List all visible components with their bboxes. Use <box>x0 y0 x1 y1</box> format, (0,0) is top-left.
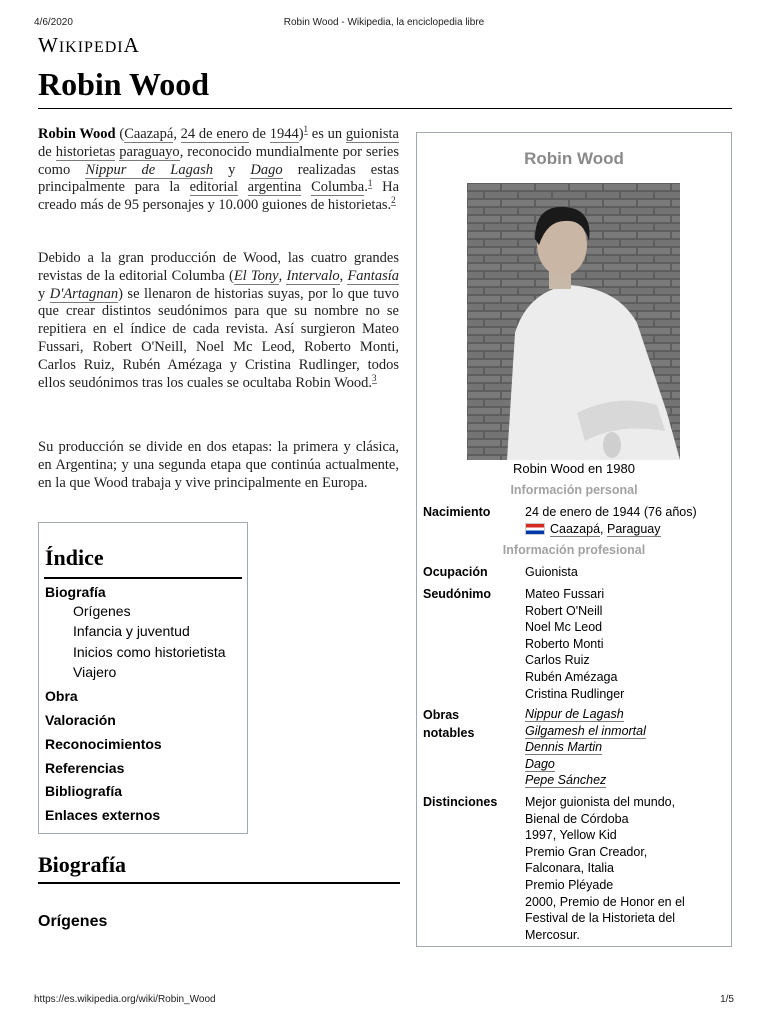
link-columba[interactable]: Columba <box>311 179 365 196</box>
link-paraguayo[interactable]: paraguayo <box>119 143 180 160</box>
link-fantasia[interactable]: Fantasía <box>347 267 400 284</box>
infobox <box>416 132 732 947</box>
link-birth-year[interactable]: 1944 <box>269 126 299 142</box>
toc-item-bibliografia[interactable]: Bibliografía <box>45 783 123 799</box>
infobox-section-profesional: Información profesional <box>502 543 646 557</box>
value-ocupacion: Guionista <box>525 565 578 579</box>
ref-1b[interactable]: 1 <box>367 177 373 188</box>
portrait-photo[interactable] <box>467 183 680 460</box>
link-dago[interactable]: Dago <box>250 161 283 178</box>
portrait-image <box>467 183 680 460</box>
table-of-contents <box>38 522 248 834</box>
value-seudonimos: Mateo Fussari Robert O'Neill Noel Mc Leod Roberto Monti Carlos Ruiz Rubén Amézaga Cristina Rudlinger <box>525 587 625 701</box>
toc-item-reconocimientos[interactable]: Reconocimientos <box>45 736 162 752</box>
link-intervalo[interactable]: Intervalo <box>286 267 340 284</box>
toc-item-valoracion[interactable]: Valoración <box>45 712 116 728</box>
label-obras: Obras notables <box>423 708 475 740</box>
toc-title: Índice <box>45 545 104 570</box>
toc-item-inicios[interactable]: Inicios como historietista <box>73 644 226 660</box>
intro-paragraph: Robin Wood (Caazapá, 24 de enero de 1944)$^1$ es un guionista de historietas paraguayo, reconocido mundialmente por series como Nippur de Lagash y Dago realizadas estas principalmente para la editorial argentina Columba.$^1$ Ha creado más de 95 personajes y 10.000 guiones de historietas.$^2$ <box>38 124 400 214</box>
toc-item-obra[interactable]: Obra <box>45 688 78 704</box>
link-editorial[interactable]: editorial <box>189 179 238 196</box>
link-caazapa-infobox[interactable]: Caazapá <box>550 521 601 536</box>
print-page-number: 1/5 <box>720 994 734 1005</box>
photo-caption: Robin Wood en 1980 <box>513 461 635 476</box>
ref-2[interactable]: 2 <box>391 195 396 206</box>
value-nacimiento: 24 de enero de 1944 (76 años) Caazapá, Paraguay <box>525 505 697 536</box>
ref-3[interactable]: 3 <box>372 372 377 383</box>
toc-item-referencias[interactable]: Referencias <box>45 760 125 776</box>
pseudonyms-paragraph: Debido a la gran producción de Wood, las cuatro grandes revistas de la editorial Columba (El Tony, Intervalo, Fantasía y D'Artagnan) se llenaron de historias suyas, por lo que tuvo que crear distintos seudónimos para que su nombre no se repitiera en el índice de cada revista. Así surgieron Mateo Fussari, Robert O'Neill, Noel Mc Leod, Roberto Monti, Carlos Ruiz, Rubén Amézaga y Cristina Rudlinger, todos ellos seudónimos tras los cuales se ocultaba Robin Wood.$^3$ <box>38 250 400 391</box>
link-nippur[interactable]: Nippur de Lagash <box>85 161 213 178</box>
toc-item-infancia[interactable]: Infancia y juventud <box>73 623 190 639</box>
ref-1[interactable]: 1 <box>303 124 309 135</box>
toc-item-enlaces[interactable]: Enlaces externos <box>45 807 161 823</box>
label-distinciones: Distinciones <box>423 795 498 809</box>
label-ocupacion: Ocupación <box>423 565 488 579</box>
section-divider <box>38 882 400 884</box>
toc-divider <box>44 577 242 579</box>
toc-item-biografia[interactable]: Biografía <box>45 584 106 600</box>
wikipedia-wordmark[interactable]: WIKIPEDIA <box>38 33 140 57</box>
link-argentina[interactable]: argentina <box>247 179 302 196</box>
toc-item-viajero[interactable]: Viajero <box>73 664 117 680</box>
link-obra-dago[interactable]: Dago <box>525 756 555 771</box>
link-obra-pepe[interactable]: Pepe Sánchez <box>525 773 607 788</box>
title-divider <box>38 108 732 109</box>
infobox-section-personal: Información personal <box>510 483 638 497</box>
print-url: https://es.wikipedia.org/wiki/Robin_Wood <box>34 994 216 1005</box>
production-paragraph: Su producción se divide en dos etapas: la primera y clásica, en Argentina; y una segunda etapa que continúa actualmente, en la que Wood trabaja y vive principalmente en Europa. <box>38 439 399 491</box>
section-heading-origenes: Orígenes <box>38 913 108 930</box>
infobox-title: Robin Wood <box>524 149 624 168</box>
link-obra-gilgamesh[interactable]: Gilgamesh el inmortal <box>525 723 646 738</box>
print-title: Robin Wood - Wikipedia, la enciclopedia libre <box>283 17 485 28</box>
label-seudonimo: Seudónimo <box>423 587 492 601</box>
link-el-tony[interactable]: El Tony <box>233 267 279 284</box>
link-historietas[interactable]: historietas <box>55 143 116 160</box>
section-heading-biografia: Biografía <box>38 852 126 877</box>
link-obra-nippur[interactable]: Nippur de Lagash <box>525 707 624 721</box>
label-nacimiento: Nacimiento <box>423 505 491 519</box>
link-caazapa[interactable]: Caazapá <box>124 126 174 142</box>
link-obra-dennis[interactable]: Dennis Martin <box>525 740 603 755</box>
link-guionista[interactable]: guionista <box>345 126 399 142</box>
value-obras <box>525 706 646 789</box>
link-dartagnan[interactable]: D'Artagnan <box>49 285 119 302</box>
value-distinciones: Mejor guionista del mundo, Bienal de Córdoba 1997, Yellow Kid Premio Gran Creador, Falconara, Italia Premio Pléyade 2000, Premio de Honor en el Festival de la Historieta del Mercosur. <box>525 795 685 942</box>
print-date: 4/6/2020 <box>34 17 73 28</box>
toc-item-origenes[interactable]: Orígenes <box>73 603 131 619</box>
page-title: Robin Wood <box>38 66 210 102</box>
link-birth-day[interactable]: 24 de enero <box>180 126 249 142</box>
link-paraguay[interactable]: Paraguay <box>607 521 661 536</box>
paraguay-flag-icon <box>525 523 545 535</box>
